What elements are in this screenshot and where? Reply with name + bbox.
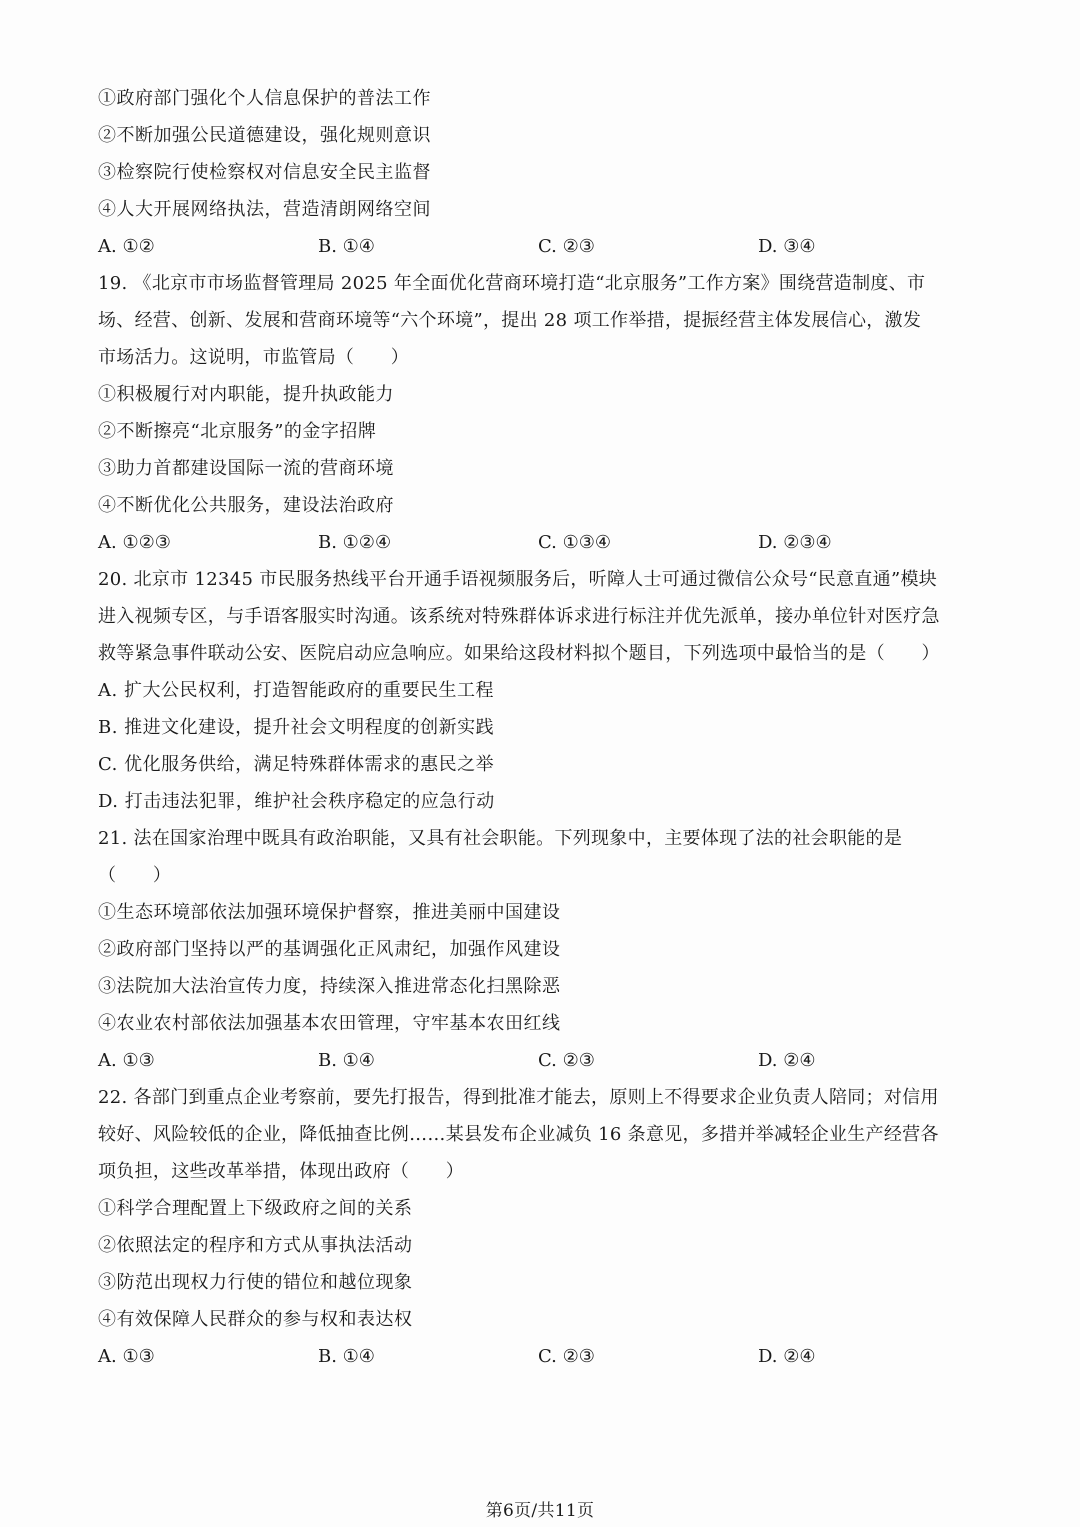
q18-item-2: ②不断加强公民道德建设，强化规则意识 (98, 125, 431, 146)
q18-option-c: C. ②③ (538, 236, 595, 257)
page-number: 第6页/共11页 (485, 1501, 595, 1521)
q22-options (98, 1338, 978, 1375)
q19-option-a: A. ①②③ (98, 532, 171, 553)
q18-options (98, 228, 978, 265)
q19-item-3: ③助力首都建设国际一流的营商环境 (98, 458, 394, 479)
q19-option-b: B. ①②④ (318, 532, 392, 553)
q22-option-b: B. ①④ (318, 1346, 375, 1367)
q20-stem-line-1: 20. 北京市 12345 市民服务热线平台开通手语视频服务后，听障人士可通过微信公众号“民意直通”模块 (98, 569, 938, 590)
q19-stem-line-3: 市场活力。这说明，市监管局（ ） (98, 347, 410, 368)
q21-stem-line-2: （ ） (98, 865, 172, 886)
q18-option-d: D. ③④ (758, 236, 816, 257)
q19-item-4: ④不断优化公共服务，建设法治政府 (98, 495, 394, 516)
q21-option-a: A. ①③ (98, 1050, 155, 1071)
q21-option-c: C. ②③ (538, 1050, 595, 1071)
q20-option-b: B. 推进文化建设，提升社会文明程度的创新实践 (98, 717, 495, 738)
q19-stem-line-2: 场、经营、创新、发展和营商环境等“六个环境”，提出 28 项工作举措，提振经营主体发展信心，激发 (98, 310, 922, 331)
q22-stem-line-3: 项负担，这些改革举措，体现出政府（ ） (98, 1161, 464, 1182)
q21-item-2: ②政府部门坚持以严的基调强化正风肃纪，加强作风建设 (98, 939, 561, 960)
q19-item-1: ①积极履行对内职能，提升执政能力 (98, 384, 394, 405)
q19-option-c: C. ①③④ (538, 532, 611, 553)
q18-item-4: ④人大开展网络执法，营造清朗网络空间 (98, 199, 431, 220)
q22-stem-line-1: 22. 各部门到重点企业考察前，要先打报告，得到批准才能去，原则上不得要求企业负责人陪同；对信用 (98, 1087, 939, 1108)
q21-item-3: ③法院加大法治宣传力度，持续深入推进常态化扫黑除恶 (98, 976, 561, 997)
q21-stem-line-1: 21. 法在国家治理中既具有政治职能，又具有社会职能。下列现象中，主要体现了法的社会职能的是 (98, 828, 903, 849)
question-19 (98, 265, 978, 561)
q20-option-a: A. 扩大公民权利，打造智能政府的重要民生工程 (98, 680, 494, 701)
q22-option-d: D. ②④ (758, 1346, 816, 1367)
q20-option-c: C. 优化服务供给，满足特殊群体需求的惠民之举 (98, 754, 495, 775)
q20-option-d: D. 打击违法犯罪，维护社会秩序稳定的应急行动 (98, 791, 495, 812)
question-22 (98, 1079, 978, 1375)
q18-option-b: B. ①④ (318, 236, 375, 257)
q22-option-a: A. ①③ (98, 1346, 155, 1367)
question-18-tail (98, 80, 978, 265)
q20-stem-line-2: 进入视频专区，与手语客服实时沟通。该系统对特殊群体诉求进行标注并优先派单，接办单位针对医疗急 (98, 606, 940, 627)
q22-stem-line-2: 较好、风险较低的企业，降低抽查比例……某县发布企业减负 16 条意见，多措并举减轻企业生产经营各 (98, 1124, 939, 1145)
q21-options (98, 1042, 978, 1079)
q22-item-1: ①科学合理配置上下级政府之间的关系 (98, 1198, 413, 1219)
q22-option-c: C. ②③ (538, 1346, 595, 1367)
q21-item-4: ④农业农村部依法加强基本农田管理，守牢基本农田红线 (98, 1013, 561, 1034)
q19-option-d: D. ②③④ (758, 532, 832, 553)
q22-item-2: ②依照法定的程序和方式从事执法活动 (98, 1235, 413, 1256)
q21-item-1: ①生态环境部依法加强环境保护督察，推进美丽中国建设 (98, 902, 561, 923)
q21-option-b: B. ①④ (318, 1050, 375, 1071)
q18-item-3: ③检察院行使检察权对信息安全民主监督 (98, 162, 431, 183)
q21-option-d: D. ②④ (758, 1050, 816, 1071)
q20-stem-line-3: 救等紧急事件联动公安、医院启动应急响应。如果给这段材料拟个题目，下列选项中最恰当的是（ ） (98, 643, 940, 664)
q22-item-3: ③防范出现权力行使的错位和越位现象 (98, 1272, 413, 1293)
question-20 (98, 561, 978, 820)
q18-item-1: ①政府部门强化个人信息保护的普法工作 (98, 88, 431, 109)
q22-item-4: ④有效保障人民群众的参与权和表达权 (98, 1309, 413, 1330)
q19-item-2: ②不断擦亮“北京服务”的金字招牌 (98, 421, 377, 442)
page-content (98, 80, 978, 1375)
question-21 (98, 820, 978, 1079)
q19-stem-line-1: 19. 《北京市市场监督管理局 2025 年全面优化营商环境打造“北京服务”工作方案》围绕营造制度、市 (98, 273, 926, 294)
q19-options (98, 524, 978, 561)
q18-option-a: A. ①② (98, 236, 155, 257)
